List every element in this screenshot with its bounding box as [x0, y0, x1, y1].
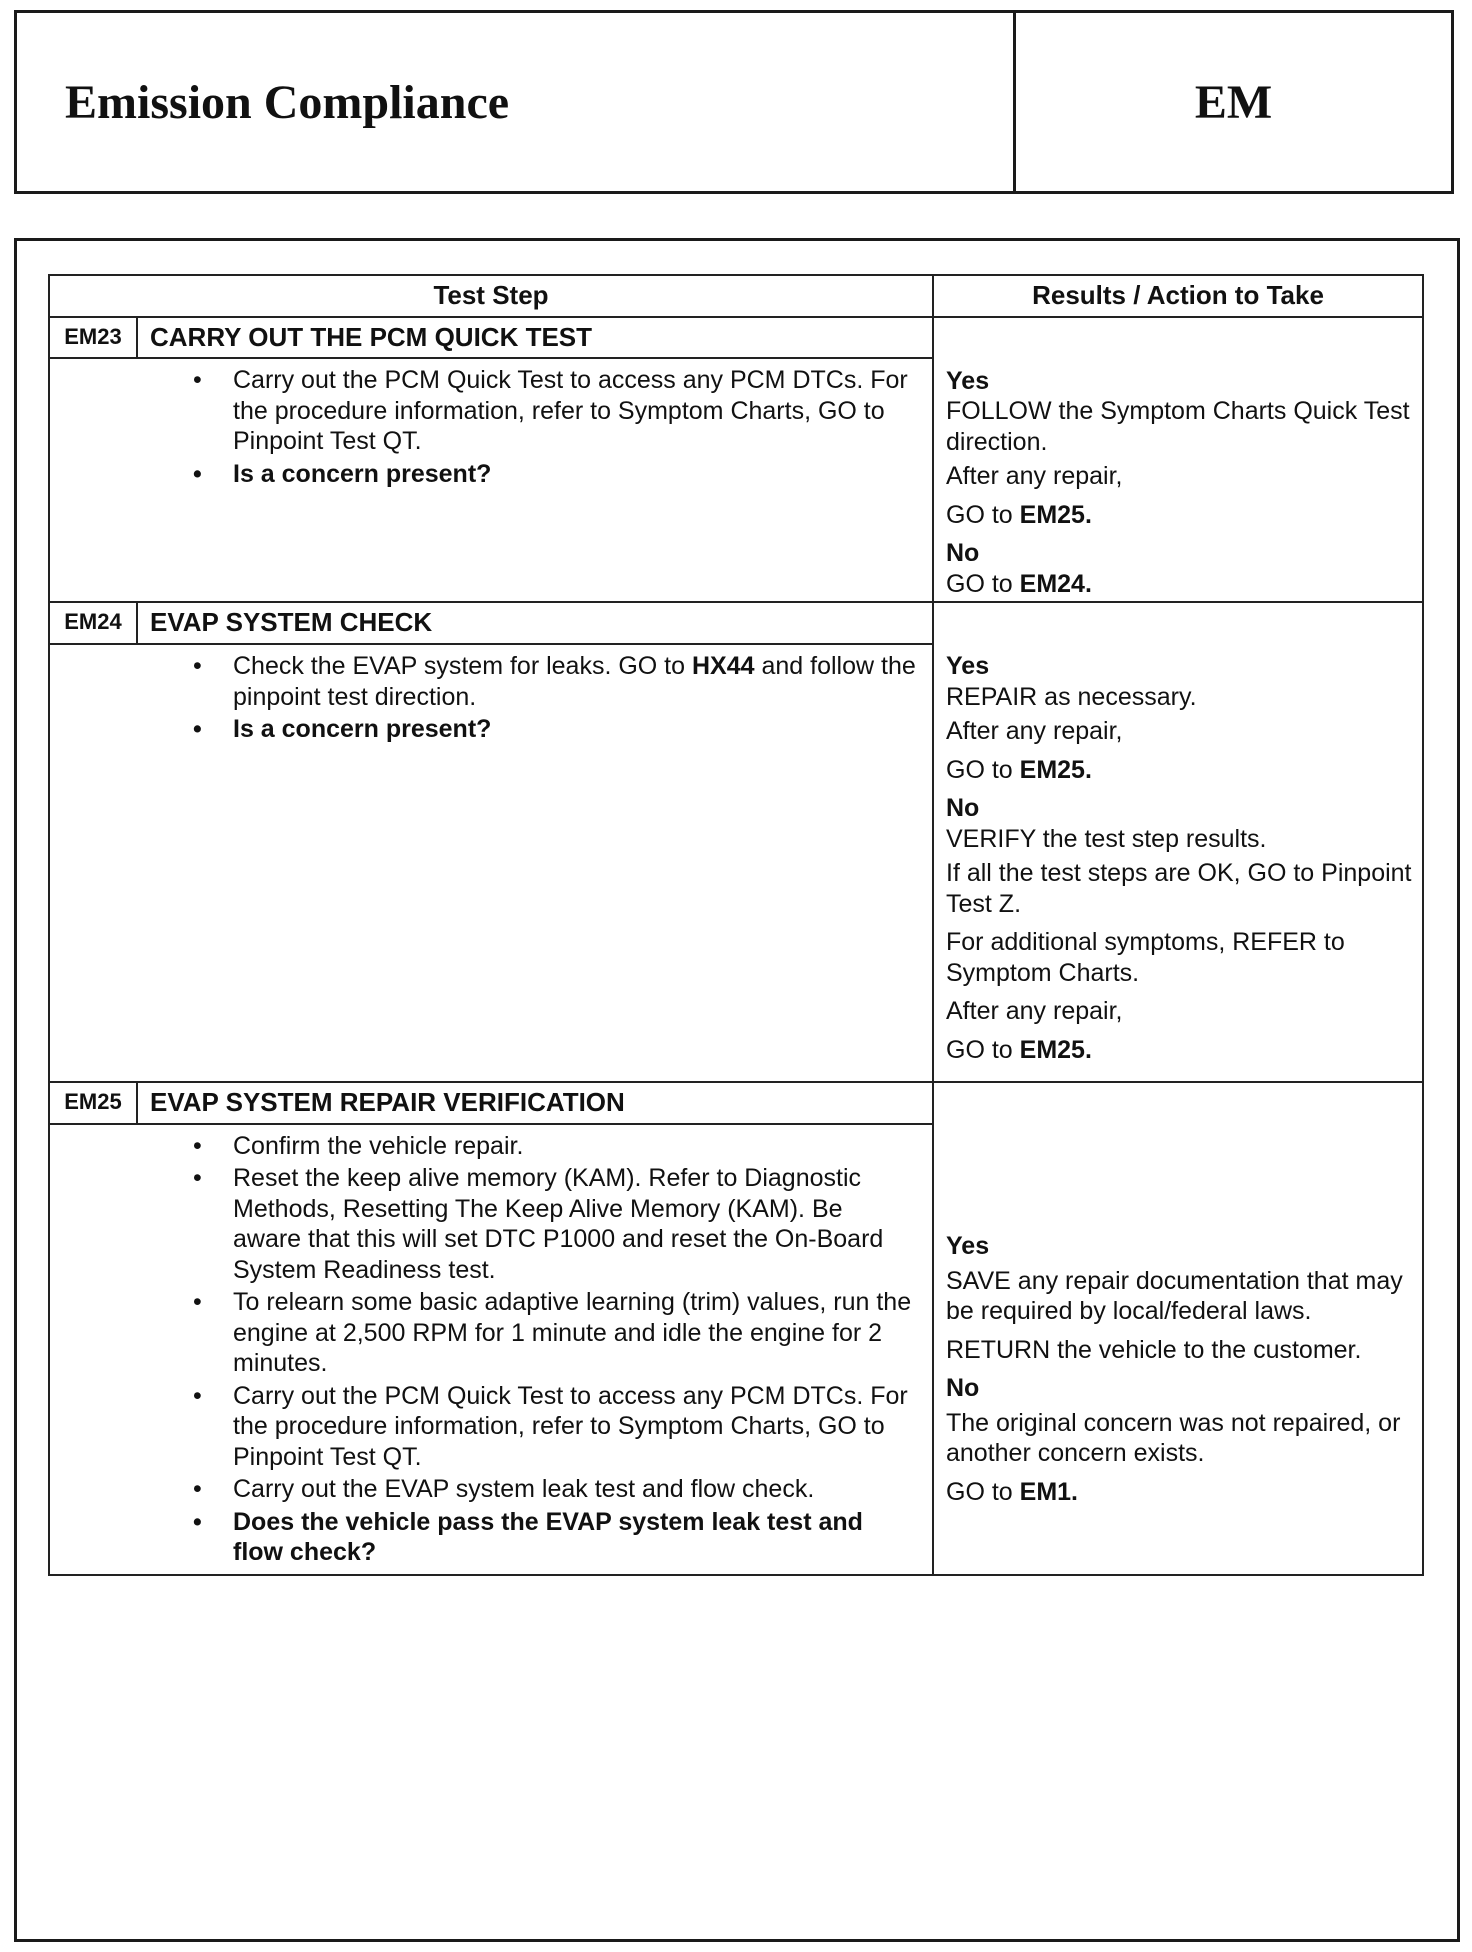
yes-goto: GO to EM25. [946, 500, 1092, 529]
step-instructions [137, 1124, 933, 1575]
step-results [933, 317, 1423, 603]
yes-label: Yes [946, 1232, 990, 1261]
yes-action: After any repair, [946, 717, 1123, 746]
step-id: EM25 [49, 1082, 137, 1124]
no-goto-ref: EM25. [1019, 1035, 1092, 1064]
yes-goto-ref: EM25. [1019, 755, 1092, 784]
no-label: No [946, 1374, 980, 1403]
step-question: • Is a concern present? [233, 459, 916, 490]
instruction-item: • Carry out the PCM Quick Test to access any PCM DTCs. For the procedure information, refer to Symptom Charts, GO to Pinpoint Test QT. [233, 365, 916, 457]
step-id: EM23 [49, 317, 137, 359]
yes-goto-ref: EM25. [1019, 500, 1092, 529]
yes-action: RETURN the vehicle to the customer. [946, 1335, 1362, 1364]
step-title: CARRY OUT THE PCM QUICK TEST [137, 317, 933, 359]
no-goto: GO to EM24. [946, 569, 1092, 598]
col-header-test-step: Test Step [49, 275, 933, 317]
yes-label: Yes [946, 652, 990, 681]
no-goto-ref: EM24. [1019, 569, 1092, 598]
test-step-table [48, 274, 1424, 1576]
no-action: After any repair, [946, 997, 1123, 1026]
step-results [933, 1082, 1423, 1575]
instruction-item: • Reset the keep alive memory (KAM). Refer to Diagnostic Methods, Resetting The Keep Alive Memory (KAM). Be aware that this will set DTC P1000 and reset the On-Board System Readiness test. [233, 1163, 916, 1285]
instruction-ref: HX44 [691, 652, 755, 681]
step-title-row [49, 317, 1423, 359]
instruction-item: • Check the EVAP system for leaks. GO to HX44 and follow the pinpoint test direction. [233, 651, 916, 712]
instruction-item: • To relearn some basic adaptive learning (trim) values, run the engine at 2,500 RPM for 1 minute and idle the engine for 2 minutes. [233, 1287, 916, 1379]
no-goto: GO to EM1. [946, 1477, 1078, 1506]
no-label: No [946, 794, 980, 823]
instruction-item: • Carry out the PCM Quick Test to access any PCM DTCs. For the procedure information, refer to Symptom Charts, GO to Pinpoint Test QT. [233, 1381, 916, 1473]
no-action: VERIFY the test step results. [946, 824, 1267, 853]
col-header-results: Results / Action to Take [933, 275, 1423, 317]
step-instructions [137, 644, 933, 1082]
page-header [14, 10, 1454, 194]
step-title-row [49, 602, 1423, 644]
step-title-row [49, 1082, 1423, 1124]
step-id: EM24 [49, 602, 137, 644]
no-goto-ref: EM1. [1019, 1477, 1078, 1506]
step-question: • Does the vehicle pass the EVAP system leak test and flow check? [233, 1507, 916, 1568]
yes-action: After any repair, [946, 462, 1123, 491]
no-action: If all the test steps are OK, GO to Pinpoint Test Z. [946, 859, 1412, 918]
table-header-row [49, 275, 1423, 317]
no-label: No [946, 539, 980, 568]
step-instructions [137, 358, 933, 602]
instruction-item: • Carry out the EVAP system leak test and flow check. [233, 1474, 916, 1505]
step-title: EVAP SYSTEM CHECK [137, 602, 933, 644]
instruction-item: • Confirm the vehicle repair. [233, 1131, 916, 1162]
step-title: EVAP SYSTEM REPAIR VERIFICATION [137, 1082, 933, 1124]
step-question: • Is a concern present? [233, 714, 916, 745]
yes-label: Yes [946, 366, 990, 395]
section-title: Emission Compliance [65, 75, 510, 129]
section-code: EM [1013, 13, 1451, 191]
step-results [933, 602, 1423, 1082]
yes-action: SAVE any repair documentation that may be required by local/federal laws. [946, 1266, 1403, 1326]
no-goto: GO to EM25. [946, 1035, 1092, 1064]
no-action: For additional symptoms, REFER to Symptom Charts. [946, 928, 1345, 987]
no-action: The original concern was not repaired, or another concern exists. [946, 1408, 1401, 1468]
yes-action: FOLLOW the Symptom Charts Quick Test direction. [946, 397, 1410, 456]
yes-goto: GO to EM25. [946, 755, 1092, 784]
yes-action: REPAIR as necessary. [946, 682, 1197, 711]
